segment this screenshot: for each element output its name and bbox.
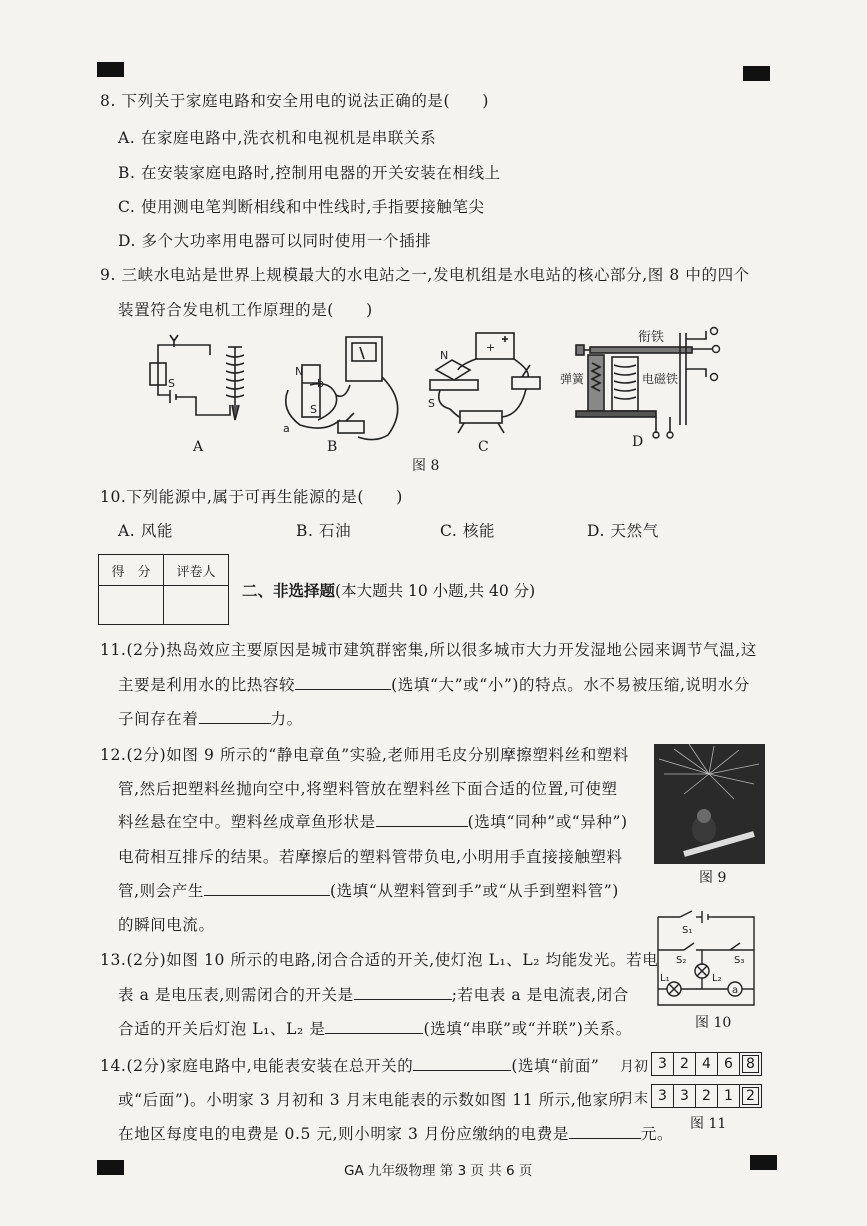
- fig8a-s-label: S: [168, 377, 175, 390]
- meter-end-digit: 3: [651, 1084, 673, 1108]
- fig11-caption: 图 11: [690, 1116, 727, 1132]
- q12-line1: 12.(2分)如图 9 所示的“静电章鱼”实验,老师用毛皮分别摩擦塑料丝和塑料: [100, 746, 629, 764]
- section2-title: 二、非选择题: [242, 581, 336, 600]
- q13-line3: 合适的开关后灯泡 L₁、L₂ 是 (选填“串联”或“并联”)关系。: [118, 1020, 632, 1038]
- q9-stem-line2: 装置符合发电机工作原理的是( ): [118, 301, 373, 319]
- fig8-label-c: C: [478, 439, 489, 455]
- grader-header: 评卷人: [164, 555, 229, 586]
- fig9-caption: 图 9: [699, 870, 727, 886]
- fig8d-armature-label: 衔铁: [638, 330, 665, 345]
- q12-line2: 管,然后把塑料丝抛向空中,将塑料管放在塑料丝下面合适的位置,可使塑: [118, 780, 618, 798]
- meter-start-digit: 2: [673, 1052, 695, 1076]
- q13-blank-2[interactable]: [325, 1019, 423, 1034]
- meter-start-display: [651, 1052, 762, 1076]
- registration-mark-top-right: [743, 66, 770, 81]
- fig8-label-d: D: [632, 434, 644, 450]
- fig10-s3-label: S₃: [734, 955, 745, 966]
- fig8d-spring-label: 弹簧: [560, 372, 585, 386]
- q13-line2: 表 a 是电压表,则需闭合的开关是 ;若电表 a 是电流表,闭合: [118, 986, 629, 1004]
- section2-heading: [242, 579, 535, 601]
- fig8c-meter-label: +: [486, 341, 496, 354]
- q10-option-c: C. 核能: [440, 522, 496, 540]
- fig10-s1-label: S₁: [682, 925, 693, 936]
- q14-line3: 在地区每度电的电费是 0.5 元,则小明家 3 月份应缴纳的电费是 元。: [118, 1125, 674, 1143]
- q11-line2: 主要是利用水的比热容较 (选填“大”或“小”)的特点。水不易被压缩,说明水分: [118, 676, 750, 694]
- fig8b-b-label: b: [317, 377, 324, 390]
- q14-line2: 或“后面”)。小明家 3 月初和 3 月末电能表的示数如图 11 所示,他家所: [118, 1091, 625, 1109]
- meter-start-digit: 3: [651, 1052, 673, 1076]
- q14-blank-2[interactable]: [569, 1124, 641, 1139]
- q12-line3: 料丝悬在空中。塑料丝成章鱼形状是 (选填“同种”或“异种”): [118, 813, 628, 831]
- registration-mark-bottom-right: [750, 1155, 777, 1170]
- q10-option-b: B. 石油: [296, 522, 352, 540]
- fig8d-electromagnet-label: 电磁铁: [642, 372, 679, 386]
- meter-start-decimal-digit: 8: [739, 1052, 762, 1076]
- fig8-label-b: B: [327, 439, 338, 455]
- fig8-caption: 图 8: [412, 458, 440, 474]
- meter-end-digit: 1: [717, 1084, 739, 1108]
- q11-blank-1[interactable]: [295, 675, 391, 690]
- q14-line1: 14.(2分)家庭电路中,电能表安装在总开关的 (选填“前面”: [100, 1057, 600, 1075]
- fig8b-n-label: N: [295, 365, 304, 378]
- registration-mark-bottom-left: [97, 1160, 124, 1175]
- q11-line1: 11.(2分)热岛效应主要原因是城市建筑群密集,所以很多城市大力开发湿地公园来调节气温,这: [100, 641, 757, 659]
- fig8-label-a: A: [193, 439, 204, 455]
- figure-9-photo: [654, 744, 765, 864]
- section2-note: (本大题共 10 小题,共 40 分): [335, 582, 536, 600]
- fig10-l1-label: L₁: [660, 973, 670, 984]
- q10-option-a: A. 风能: [118, 522, 174, 540]
- fig8b-a-label: a: [283, 422, 290, 435]
- figure-8-diagrams: [140, 325, 740, 470]
- q12-line6: 的瞬间电流。: [118, 916, 215, 934]
- score-table: [98, 554, 229, 625]
- q10-option-d: D. 天然气: [587, 522, 659, 540]
- q12-line5: 管,则会产生 (选填“从塑料管到手”或“从手到塑料管”): [118, 882, 619, 900]
- q13-line1: 13.(2分)如图 10 所示的电路,闭合合适的开关,使灯泡 L₁、L₂ 均能发光。若电: [100, 951, 659, 969]
- page-footer: GA 九年级物理 第 3 页 共 6 页: [344, 1163, 533, 1179]
- fig10-meter-label: a: [732, 985, 739, 996]
- q8-option-d: D. 多个大功率用电器可以同时使用一个插排: [118, 232, 432, 250]
- fig8b-s-label: S: [310, 403, 317, 416]
- q9-stem-line1: 9. 三峡水电站是世界上规模最大的水电站之一,发电机组是水电站的核心部分,图 8 中的四个: [100, 266, 750, 284]
- fig10-caption: 图 10: [695, 1015, 732, 1031]
- registration-mark-top-left: [97, 62, 124, 77]
- q12-blank-1[interactable]: [376, 812, 468, 827]
- meter-end-label: 月末: [620, 1091, 648, 1107]
- q8-option-a: A. 在家庭电路中,洗衣机和电视机是串联关系: [118, 129, 437, 147]
- figure-8b-generator: [286, 337, 398, 440]
- q12-blank-2[interactable]: [204, 881, 330, 896]
- q8-stem: 8. 下列关于家庭电路和安全用电的说法正确的是( ): [100, 92, 490, 110]
- q11-blank-2[interactable]: [199, 709, 271, 724]
- q13-blank-1[interactable]: [354, 985, 452, 1000]
- figure-10-circuit: [650, 905, 770, 1015]
- meter-start-label: 月初: [620, 1059, 648, 1075]
- grader-cell[interactable]: [164, 586, 229, 625]
- q8-option-c: C. 使用测电笔判断相线和中性线时,手指要接触笔尖: [118, 198, 485, 216]
- meter-end-display: [651, 1084, 762, 1108]
- meter-start-digit: 6: [717, 1052, 739, 1076]
- figure-8c-motor: [430, 333, 540, 433]
- fig8c-s-label: S: [428, 397, 435, 410]
- score-cell[interactable]: [99, 586, 164, 625]
- figure-8a-electromagnet: [150, 335, 244, 420]
- fig10-l2-label: L₂: [712, 973, 722, 984]
- meter-end-digit: 2: [695, 1084, 717, 1108]
- q12-line4: 电荷相互排斥的结果。若摩擦后的塑料管带负电,小明用手直接接触塑料: [118, 848, 623, 866]
- meter-end-decimal-digit: 2: [739, 1084, 762, 1108]
- q10-stem: 10.下列能源中,属于可再生能源的是( ): [100, 488, 403, 506]
- fig8c-n-label: N: [440, 349, 449, 362]
- q14-blank-1[interactable]: [413, 1056, 511, 1071]
- meter-end-digit: 3: [673, 1084, 695, 1108]
- q8-option-b: B. 在安装家庭电路时,控制用电器的开关安装在相线上: [118, 164, 501, 182]
- q11-line3: 子间存在着 力。: [118, 710, 303, 728]
- meter-start-digit: 4: [695, 1052, 717, 1076]
- fig10-s2-label: S₂: [676, 955, 687, 966]
- score-header: 得 分: [99, 555, 164, 586]
